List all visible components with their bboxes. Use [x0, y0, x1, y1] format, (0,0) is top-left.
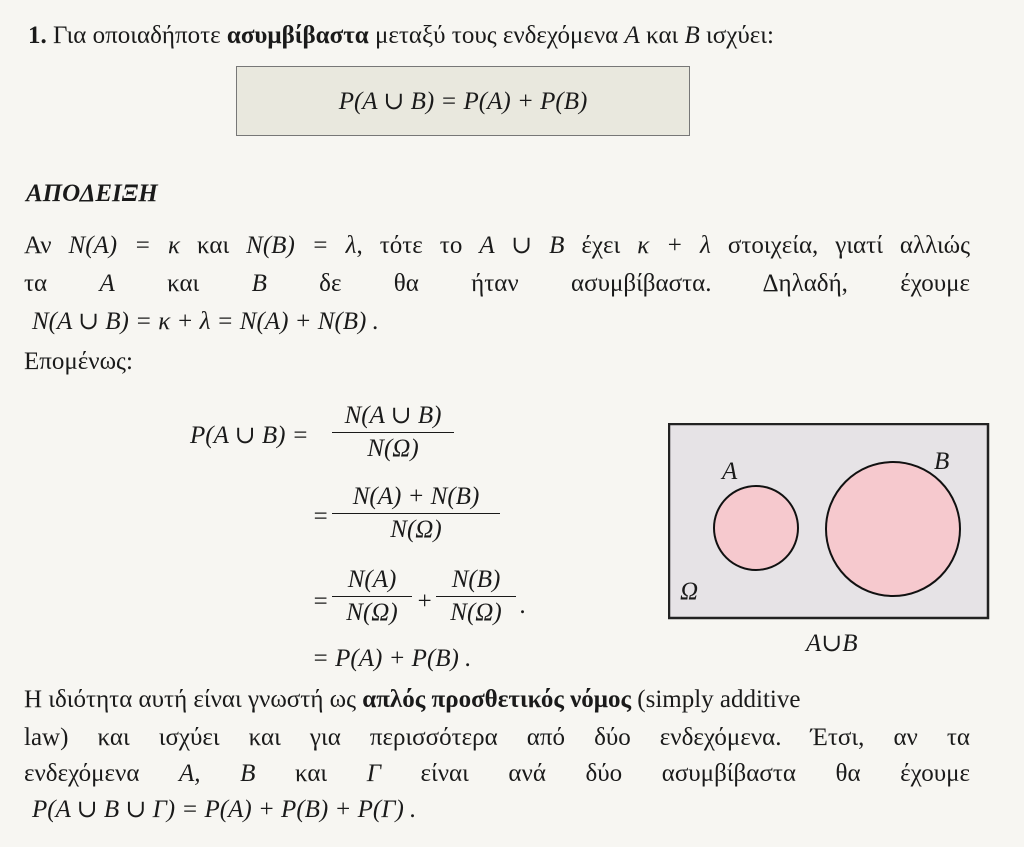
fraction-2: N(A) + N(B) N(Ω)	[332, 483, 500, 544]
closing-line-1: Η ιδιότητα αυτή είναι γνωστή ως απλός προσθετικός νόμος (simply additive	[24, 686, 801, 713]
derivation-last: = P(A) + P(B) .	[312, 645, 472, 672]
theorem-formula-box	[236, 66, 690, 136]
fraction-3a: N(A) N(Ω)	[332, 566, 412, 627]
closing-line-2: law) και ισχύει και για περισσότερα από δύο ενδεχόμενα. Έτσι, αν τα	[24, 724, 971, 751]
theorem-number: 1.	[28, 22, 47, 49]
proof-heading: ΑΠΟΔΕΙΞΗ	[26, 180, 158, 207]
derivation-lhs: P(A ∪ B) =	[190, 422, 309, 449]
venn-caption: A∪B	[806, 630, 858, 657]
theorem-bold-term: ασυμβίβαστα	[226, 22, 369, 49]
fraction-3b: N(B) N(Ω)	[436, 566, 516, 627]
therefore-label: Επομένως:	[24, 348, 133, 375]
circle-a	[714, 486, 798, 570]
closing-formula: P(A ∪ B ∪ Γ) = P(A) + P(B) + P(Γ) .	[32, 796, 417, 823]
theorem-statement: 1. Για οποιαδήποτε ασυμβίβαστα μεταξύ τους ενδεχόμενα A και B ισχύει:	[28, 22, 774, 49]
plus-sign: +	[416, 588, 433, 615]
additive-law-term: απλός προσθετικός νόμος	[362, 686, 632, 713]
proof-line-1: Αν N(A) = κ και N(B) = λ, τότε το A ∪ B έχει κ + λ στοιχεία, γιατί αλλιώς	[24, 232, 971, 259]
proof-line-3: N(A ∪ B) = κ + λ = N(A) + N(B) .	[32, 308, 379, 335]
venn-label-a: A	[722, 458, 738, 485]
venn-label-omega: Ω	[680, 578, 699, 605]
equals-2: =	[312, 503, 329, 530]
fraction-1: N(A ∪ B) N(Ω)	[332, 400, 454, 463]
period: .	[520, 592, 527, 619]
venn-label-b: B	[934, 448, 950, 475]
closing-line-3: ενδεχόμενα A, B και Γ είναι ανά δύο ασυμβίβαστα θα έχουμε	[24, 760, 970, 787]
circle-b	[826, 462, 960, 596]
proof-line-2: τα A και B δε θα ήταν ασυμβίβαστα. Δηλαδή, έχουμε	[24, 270, 971, 297]
theorem-formula: P(A ∪ B) = P(A) + P(B)	[338, 88, 588, 115]
equals-3: =	[312, 588, 329, 615]
